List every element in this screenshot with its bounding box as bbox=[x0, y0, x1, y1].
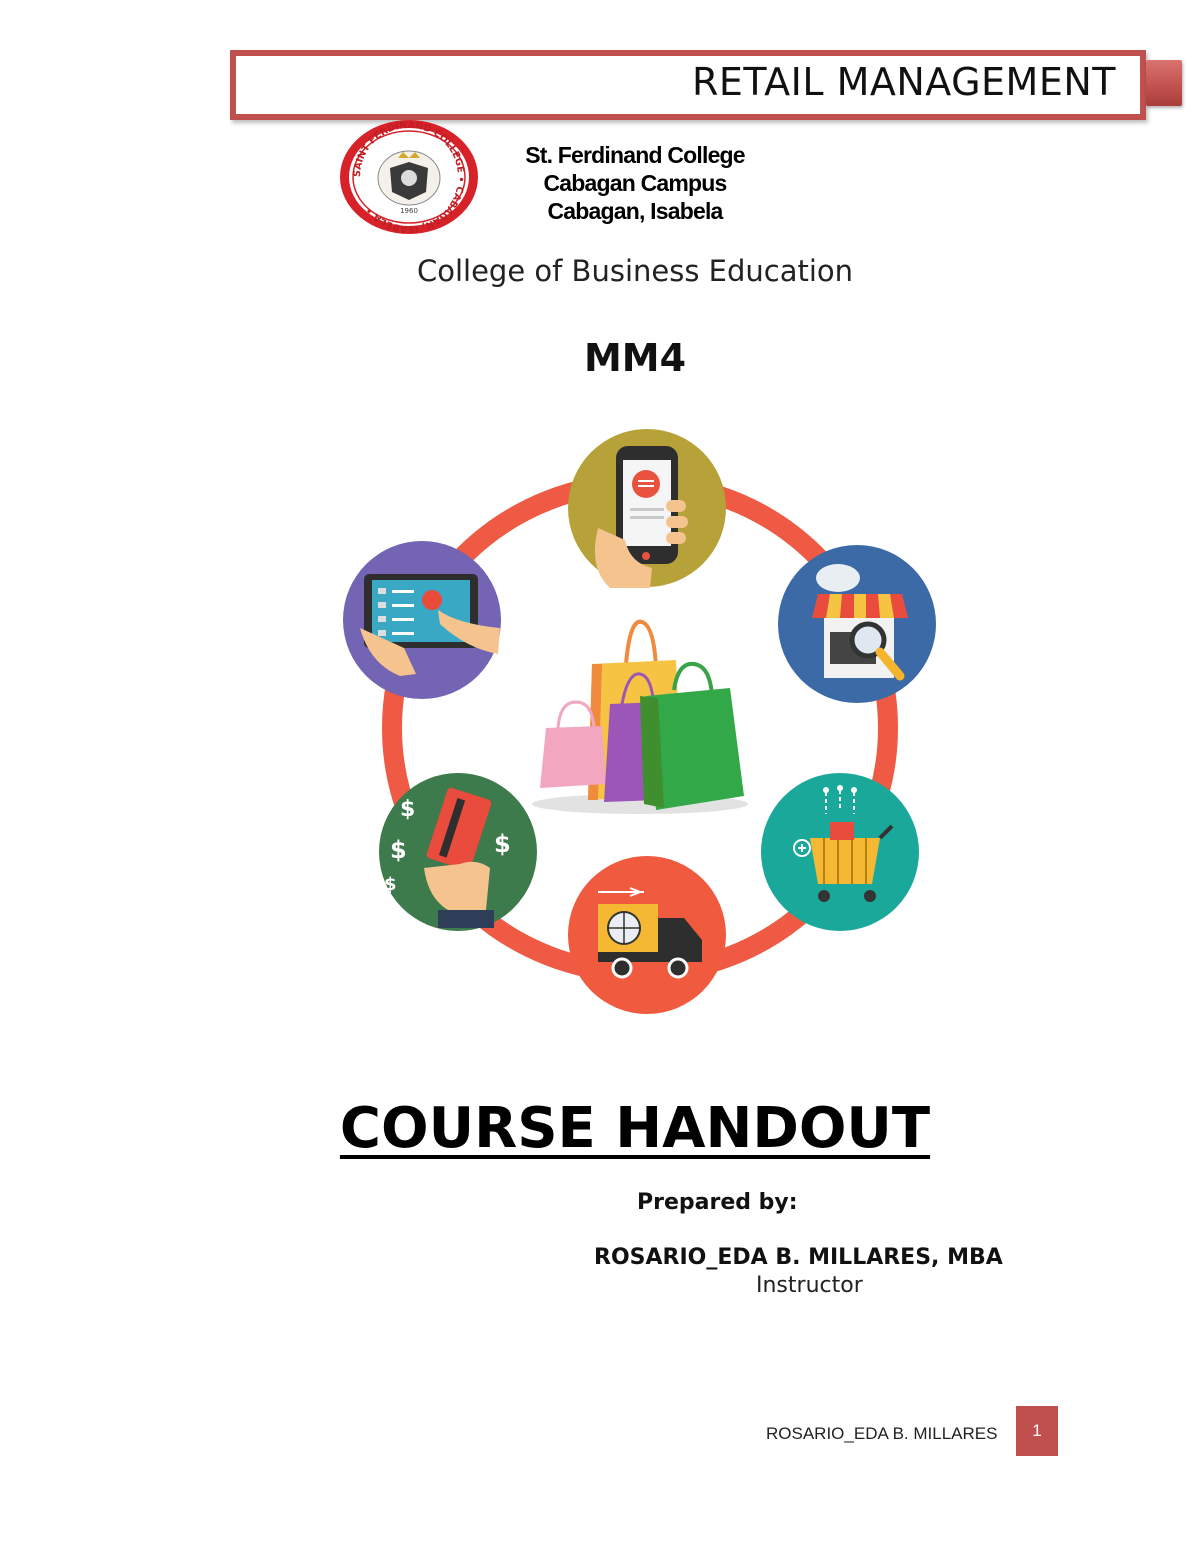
credit-card-payment-icon bbox=[379, 773, 537, 931]
delivery-truck-icon bbox=[568, 856, 726, 1014]
footer-author-name: ROSARIO_EDA B. MILLARES bbox=[766, 1424, 998, 1443]
college-seal-logo bbox=[338, 118, 480, 236]
institution-name: St. Ferdinand College bbox=[525, 142, 745, 168]
svg-text:$: $ bbox=[494, 830, 511, 858]
svg-text:$: $ bbox=[384, 874, 397, 895]
tablet-list-icon bbox=[343, 541, 501, 699]
smartphone-chat-icon bbox=[568, 429, 726, 588]
svg-text:$: $ bbox=[400, 797, 416, 822]
svg-text:$: $ bbox=[390, 836, 407, 864]
retail-illustration bbox=[340, 428, 940, 1018]
online-store-search-icon bbox=[778, 545, 936, 703]
document-header-title: RETAIL MANAGEMENT bbox=[691, 60, 1116, 104]
handout-title: COURSE HANDOUT bbox=[339, 1096, 931, 1161]
seal-year: 1960 bbox=[400, 207, 418, 215]
shopping-bags-icon bbox=[532, 622, 748, 814]
header-tab-decoration bbox=[1146, 60, 1182, 106]
page-number: 1 bbox=[1016, 1406, 1058, 1456]
institution-campus: Cabagan Campus bbox=[543, 170, 727, 196]
shopping-cart-icon bbox=[761, 773, 919, 931]
author-role: Instructor bbox=[756, 1273, 863, 1298]
college-name: College of Business Education bbox=[416, 254, 854, 288]
course-code: MM4 bbox=[583, 336, 687, 380]
seal-ring-text: SAINT FERDINAND COLLEGE • CABAGAN, ISABELA • bbox=[351, 119, 467, 235]
author-name: ROSARIO_EDA B. MILLARES, MBA bbox=[594, 1245, 1003, 1270]
prepared-by-label: Prepared by: bbox=[637, 1190, 798, 1215]
institution-location: Cabagan, Isabela bbox=[547, 198, 723, 224]
